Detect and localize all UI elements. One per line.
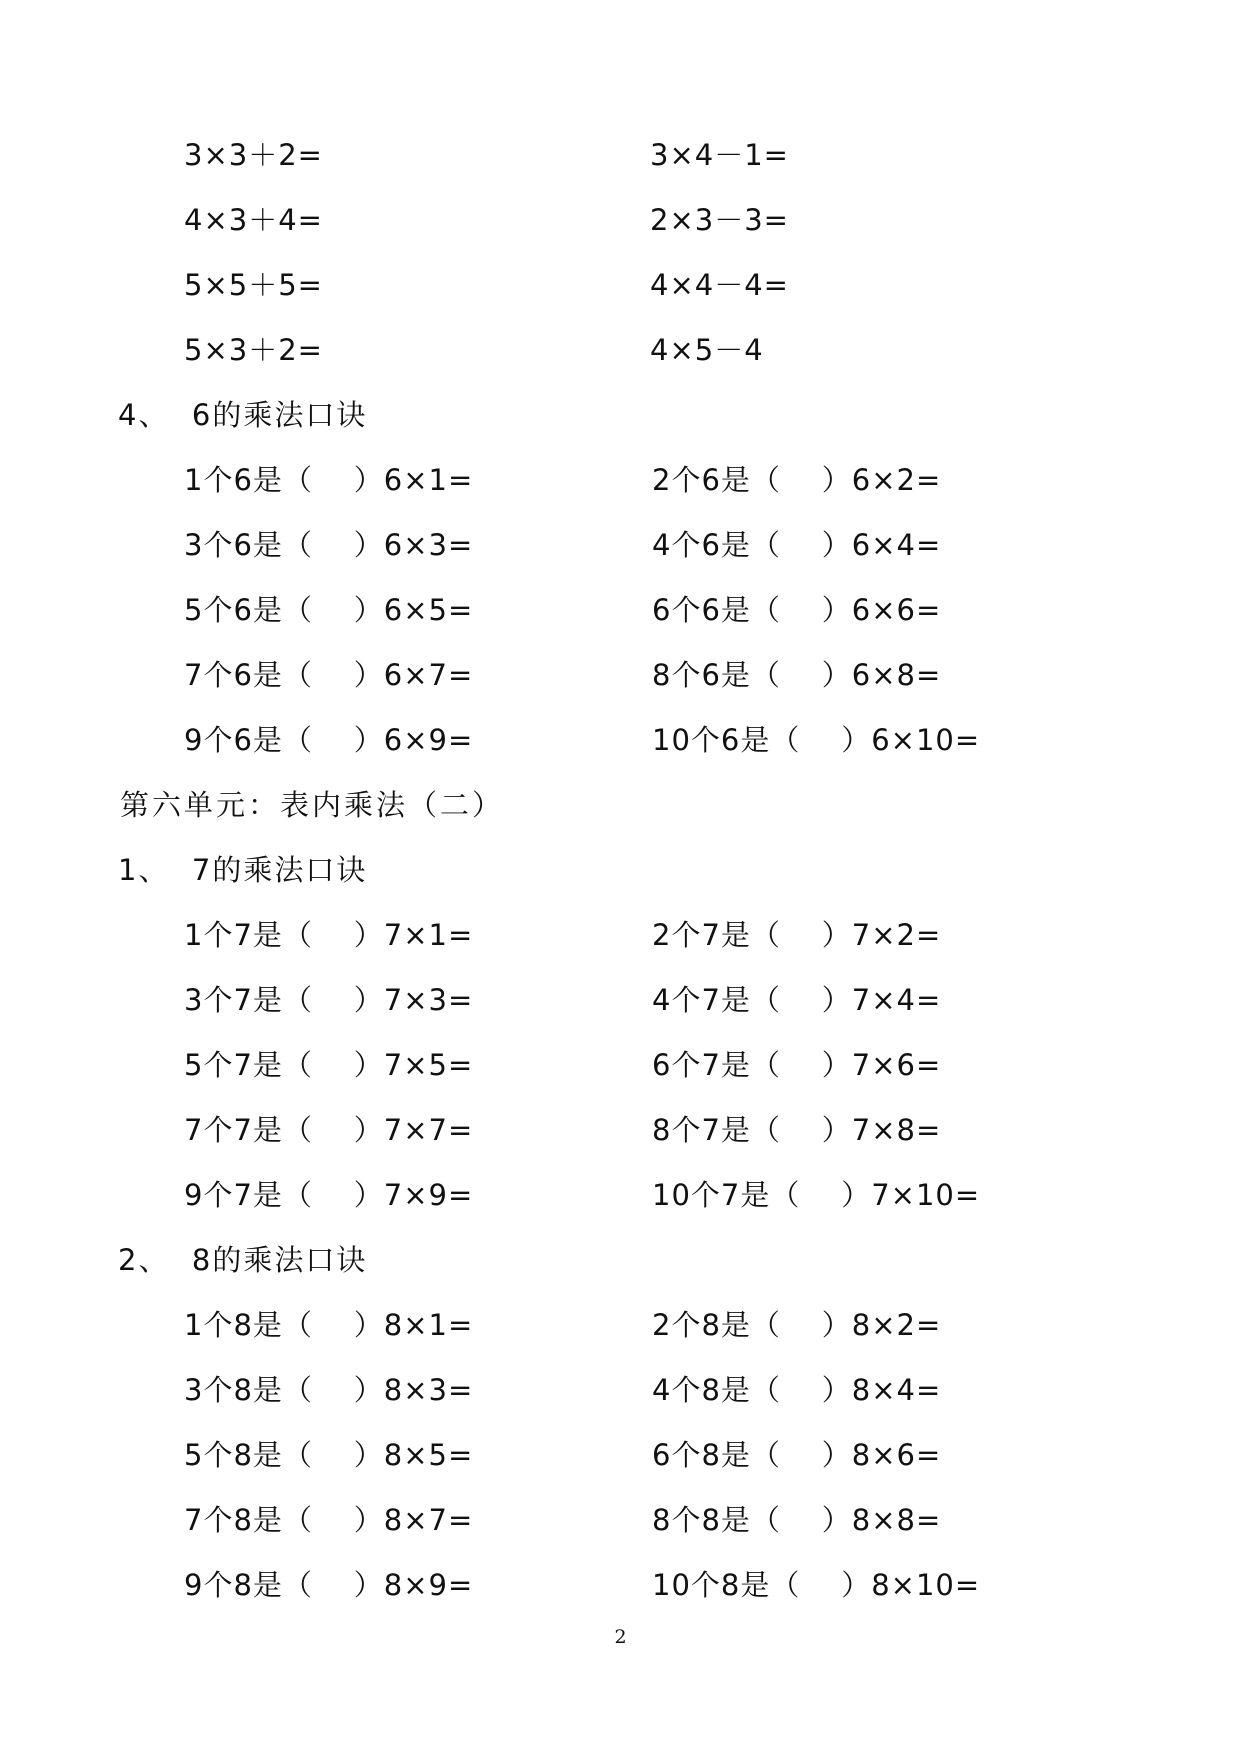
arith-right-4: 4×5－4 — [650, 333, 764, 367]
arith-left-3: 5×5＋5= — [184, 268, 323, 302]
times7-left-3: 5个7是（ ）7×5= — [184, 1048, 474, 1082]
arith-left-4: 5×3＋2= — [184, 333, 323, 367]
times6-left-4: 7个6是（ ）6×7= — [184, 658, 474, 692]
times7-left-2: 3个7是（ ）7×3= — [184, 983, 474, 1017]
times7-left-5: 9个7是（ ）7×9= — [184, 1178, 474, 1212]
times8-left-2: 3个8是（ ）8×3= — [184, 1373, 474, 1407]
arith-left-2: 4×3＋4= — [184, 203, 323, 237]
times6-left-3: 5个6是（ ）6×5= — [184, 593, 474, 627]
times8-right-4: 8个8是（ ）8×8= — [652, 1503, 942, 1537]
times6-right-4: 8个6是（ ）6×8= — [652, 658, 942, 692]
times6-left-2: 3个6是（ ）6×3= — [184, 528, 474, 562]
times6-right-2: 4个6是（ ）6×4= — [652, 528, 942, 562]
times7-right-3: 6个7是（ ）7×6= — [652, 1048, 942, 1082]
times7-left-1: 1个7是（ ）7×1= — [184, 918, 474, 952]
page-number: 2 — [614, 1626, 627, 1648]
times6-right-3: 6个6是（ ）6×6= — [652, 593, 942, 627]
times7-left-4: 7个7是（ ）7×7= — [184, 1113, 474, 1147]
times6-left-5: 9个6是（ ）6×9= — [184, 723, 474, 757]
times7-right-5: 10个7是（ ）7×10= — [652, 1178, 981, 1212]
times8-left-5: 9个8是（ ）8×9= — [184, 1568, 474, 1602]
section-heading-6: 4、 6的乘法口诀 — [118, 398, 368, 432]
times7-right-1: 2个7是（ ）7×2= — [652, 918, 942, 952]
unit-title: 第六单元：表内乘法（二） — [120, 788, 505, 822]
times8-left-1: 1个8是（ ）8×1= — [184, 1308, 474, 1342]
times8-right-5: 10个8是（ ）8×10= — [652, 1568, 981, 1602]
arith-left-1: 3×3＋2= — [184, 138, 323, 172]
times8-right-1: 2个8是（ ）8×2= — [652, 1308, 942, 1342]
times8-right-2: 4个8是（ ）8×4= — [652, 1373, 942, 1407]
times6-right-1: 2个6是（ ）6×2= — [652, 463, 942, 497]
arith-right-3: 4×4－4= — [650, 268, 789, 302]
arith-right-1: 3×4－1= — [650, 138, 789, 172]
times7-right-4: 8个7是（ ）7×8= — [652, 1113, 942, 1147]
section-heading-8: 2、 8的乘法口诀 — [118, 1243, 368, 1277]
times8-right-3: 6个8是（ ）8×6= — [652, 1438, 942, 1472]
arith-right-2: 2×3－3= — [650, 203, 789, 237]
times6-right-5: 10个6是（ ）6×10= — [652, 723, 981, 757]
section-heading-7: 1、 7的乘法口诀 — [118, 853, 368, 887]
times6-left-1: 1个6是（ ）6×1= — [184, 463, 474, 497]
times7-right-2: 4个7是（ ）7×4= — [652, 983, 942, 1017]
times8-left-3: 5个8是（ ）8×5= — [184, 1438, 474, 1472]
times8-left-4: 7个8是（ ）8×7= — [184, 1503, 474, 1537]
